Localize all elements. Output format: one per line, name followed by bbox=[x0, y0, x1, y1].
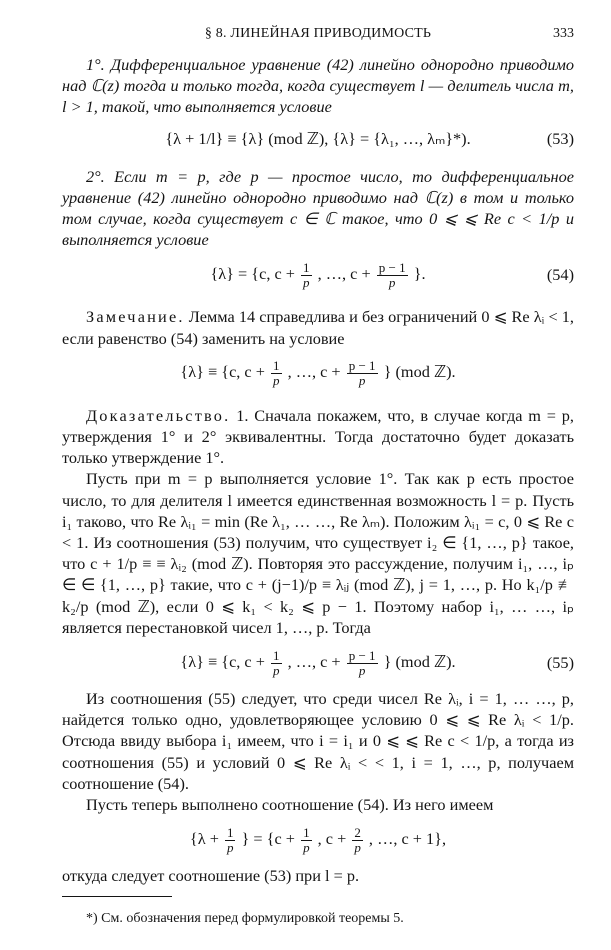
remark-eq-lhs: {λ} ≡ {c, c + bbox=[180, 362, 265, 382]
final-eq-a: {λ + bbox=[189, 829, 219, 849]
final-eq-b: } = {c + bbox=[241, 829, 295, 849]
proof-paragraph-1 bbox=[62, 405, 574, 469]
eq55-mid: , …, c + bbox=[287, 651, 341, 671]
footnote-rule bbox=[62, 896, 172, 897]
remark-eq-frac-2 bbox=[347, 359, 378, 388]
eq54-frac-1-den: p bbox=[303, 274, 310, 290]
remark-equation bbox=[62, 349, 574, 399]
equation-54 bbox=[62, 250, 574, 300]
eq54-frac-2-den: p bbox=[388, 274, 396, 290]
final-eq-c: , c + bbox=[317, 829, 347, 849]
remark-eq-frac-1 bbox=[271, 359, 282, 388]
remark-eq-frac-2-den: p bbox=[358, 373, 366, 389]
equation-54-body bbox=[210, 261, 425, 290]
page-number: 333 bbox=[553, 26, 574, 41]
final-eq-frac-2 bbox=[301, 826, 312, 855]
remark-paragraph bbox=[62, 306, 574, 348]
statement-1: 1°. Дифференциальное уравнение (42) линейно однородно приводимо над ℂ(z) тогда и только тогда, когда существует l — делитель числа m, l > 1, такой, что выполняется условие bbox=[62, 55, 574, 117]
eq55-frac-1-num: 1 bbox=[273, 647, 280, 663]
remark-text: Лемма 14 справедлива и без ограничений 0 ⩽ Re λᵢ < 1, если равенство (54) заменить на условие bbox=[62, 307, 574, 348]
remark-eq-rhs: } (mod ℤ). bbox=[383, 362, 456, 382]
proof-label: Доказательство. bbox=[86, 405, 231, 425]
remark-label: Замечание. bbox=[86, 307, 185, 327]
eq54-rhs: }. bbox=[413, 264, 426, 284]
final-equation bbox=[62, 815, 574, 865]
equation-53-number: (53) bbox=[546, 128, 574, 148]
eq54-frac-2 bbox=[377, 261, 408, 290]
equation-55 bbox=[62, 638, 574, 688]
proof-paragraph-5: откуда следует соотношение (53) при l = p. bbox=[62, 866, 360, 886]
final-eq-frac-3-den: p bbox=[354, 839, 361, 855]
eq54-frac-1 bbox=[301, 261, 312, 290]
eq54-mid: , …, c + bbox=[317, 264, 371, 284]
final-eq-frac-3 bbox=[352, 826, 363, 855]
remark-eq-frac-2-num: p − 1 bbox=[348, 358, 376, 374]
final-equation-body bbox=[190, 826, 446, 855]
final-eq-frac-2-num: 1 bbox=[303, 824, 310, 840]
eq55-frac-2 bbox=[347, 649, 378, 678]
proof-paragraph-3: Из соотношения (55) следует, что среди чисел Re λᵢ, i = 1, … …, p, найдется только одно, удовлетворяющее условию 0 ⩽ ⩽ Re λᵢ < 1/p. Отсюда ввиду выбора i₁ имеем, что i = i₁ и 0 ⩽ ⩽ Re c < 1/p, а тогда из соотношения (55) и условий 0 ⩽ Re λᵢ < < 1, i = 1, …, p, получаем соотношение (54). bbox=[62, 689, 574, 793]
final-eq-d: , …, c + 1}, bbox=[368, 829, 447, 849]
final-eq-frac-3-num: 2 bbox=[354, 824, 361, 840]
proof-text-1: 1. Сначала покажем, что, в случае когда m = p, утверждения 1° и 2° эквивалентны. Тогда достаточно будет доказать только утверждение 1°. bbox=[62, 405, 574, 468]
eq55-frac-2-num: p − 1 bbox=[348, 647, 376, 663]
equation-53 bbox=[62, 118, 574, 160]
remark-eq-frac-1-num: 1 bbox=[273, 358, 280, 374]
eq55-rhs: } (mod ℤ). bbox=[383, 651, 456, 671]
remark-equation-body bbox=[180, 359, 455, 388]
final-eq-frac-1-den: p bbox=[226, 839, 234, 855]
proof-paragraph-2: Пусть при m = p выполняется условие 1°. Так как p есть простое число, то для делителя l имеется единственная возможность l = p. Пусть i₁ таково, что Re λᵢ₁ = min (Re λ₁, … …, Re λₘ). Положим λᵢ₁ = c, 0 ⩽ Re c < 1. Из соотношения (53) получим, что существует i₂ ∈ {1, …, p} такое, что c + 1/p ≡ ≡ λᵢ₂ (mod ℤ). Повторяя это рассуждение, получим i₁, …, iₚ ∈ ∈ {1, …, p} такие, что c + (j−1)/p ≡ λᵢⱼ (mod ℤ), j = 1, …, p. Но k₁/p ≢ k₂/p (mod ℤ), если 0 ⩽ k₁ < k₂ ⩽ p − 1. Поэтому набор i₁, … …, iₚ является перестановкой чисел 1, …, p. Тогда bbox=[62, 469, 574, 637]
proof-paragraph-4: Пусть теперь выполнено соотношение (54). Из него имеем bbox=[86, 795, 494, 815]
final-eq-frac-1-num: 1 bbox=[226, 824, 234, 840]
header-title: § 8. ЛИНЕЙНАЯ ПРИВОДИМОСТЬ bbox=[204, 26, 432, 41]
footnote: *) См. обозначения перед формулировкой теоремы 5. bbox=[86, 911, 404, 927]
equation-55-number: (55) bbox=[546, 653, 574, 673]
final-eq-frac-1 bbox=[225, 826, 236, 855]
equation-53-body: {λ + 1/l} ≡ {λ} (mod ℤ), {λ} = {λ₁, …, λₘ}*). bbox=[165, 128, 471, 148]
eq54-frac-2-num: p − 1 bbox=[378, 259, 406, 275]
eq54-lhs: {λ} = {c, c + bbox=[210, 264, 295, 284]
equation-54-number: (54) bbox=[546, 265, 574, 285]
eq55-lhs: {λ} ≡ {c, c + bbox=[180, 651, 265, 671]
eq55-frac-2-den: p bbox=[358, 662, 366, 678]
final-eq-frac-2-den: p bbox=[303, 839, 310, 855]
remark-eq-mid: , …, c + bbox=[287, 362, 341, 382]
equation-55-body bbox=[180, 649, 455, 678]
running-header bbox=[62, 26, 574, 48]
statement-2: 2°. Если m = p, где p — простое число, то дифференциальное уравнение (42) линейно однородно приводимо над ℂ(z) в том и только том случае, когда существует c ∈ ℂ такое, что 0 ⩽ ⩽ Re c < 1/p и выполняется условие bbox=[62, 166, 574, 250]
eq55-frac-1-den: p bbox=[273, 662, 280, 678]
eq54-frac-1-num: 1 bbox=[303, 259, 310, 275]
page bbox=[62, 26, 574, 941]
eq55-frac-1 bbox=[271, 649, 282, 678]
remark-eq-frac-1-den: p bbox=[273, 373, 280, 389]
